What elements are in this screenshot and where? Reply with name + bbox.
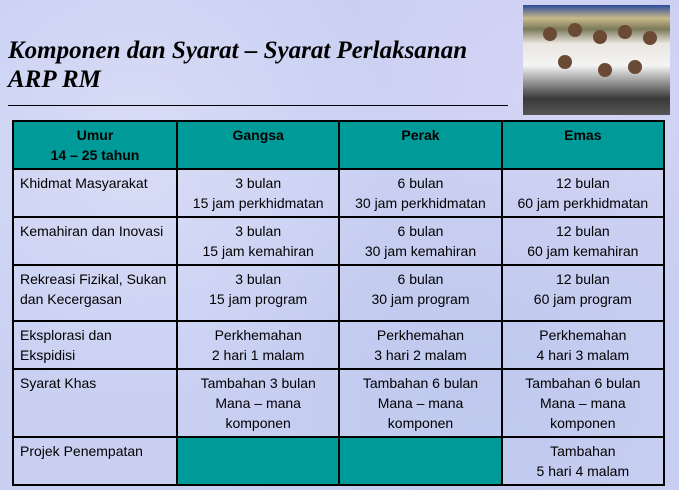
row-label: Rekreasi Fizikal, Sukan dan Kecergasan [13, 265, 177, 321]
header-emas: Emas [502, 121, 664, 169]
empty-cell [339, 437, 501, 485]
group-photo [523, 5, 670, 115]
requirement-cell [502, 265, 664, 321]
cell-line: Tambahan 6 bulan [525, 375, 641, 391]
row-label: Khidmat Masyarakat [13, 169, 177, 217]
table-row [13, 369, 664, 437]
cell-line: Perkhemahan [376, 327, 465, 343]
cell-line: 3 bulan [235, 223, 282, 239]
cell-line: 30 jam perkhidmatan [355, 195, 486, 211]
requirements-table [12, 120, 665, 486]
cell-line: 4 hari 3 malam [536, 347, 630, 363]
table-row [13, 265, 664, 321]
table-row [13, 437, 664, 485]
table-row [13, 217, 664, 265]
cell-line: 15 jam perkhidmatan [192, 195, 324, 211]
empty-cell [177, 437, 339, 485]
requirement-cell [177, 321, 339, 369]
row-label: Projek Penempatan [13, 437, 177, 485]
requirement-cell [339, 369, 501, 437]
requirement-cell [339, 217, 501, 265]
cell-line: Mana – mana komponen [540, 395, 626, 431]
cell-line: 3 bulan [235, 271, 282, 287]
header-gangsa: Gangsa [177, 121, 339, 169]
title-divider [8, 105, 508, 106]
row-label: Kemahiran dan Inovasi [13, 217, 177, 265]
requirement-cell [502, 369, 664, 437]
cell-line: 30 jam program [371, 291, 470, 307]
table-header-row [13, 121, 664, 169]
cell-line: 6 bulan [397, 271, 444, 287]
requirement-cell [177, 369, 339, 437]
cell-line: 15 jam kemahiran [202, 243, 314, 259]
cell-line: 5 hari 4 malam [536, 463, 630, 479]
requirement-cell [339, 169, 501, 217]
cell-line: 60 jam program [533, 291, 632, 307]
requirement-cell [177, 217, 339, 265]
cell-line: 12 bulan [555, 175, 610, 191]
title-line-1: Komponen dan Syarat – Syarat Perlaksanan [8, 37, 468, 64]
row-label: Syarat Khas [13, 369, 177, 437]
requirement-cell [502, 437, 664, 485]
slide-title [8, 36, 467, 94]
table-row [13, 169, 664, 217]
requirement-cell [502, 217, 664, 265]
requirement-cell [177, 265, 339, 321]
header-perak: Perak [339, 121, 501, 169]
title-line-2: ARP RM [8, 66, 101, 93]
requirement-cell [177, 169, 339, 217]
cell-line: Perkhemahan [214, 327, 302, 343]
cell-line: 15 jam program [209, 291, 308, 307]
table-row [13, 321, 664, 369]
cell-line: 60 jam kemahiran [527, 243, 639, 259]
cell-line: 12 bulan [555, 223, 610, 239]
cell-line: Tambahan 3 bulan [200, 375, 316, 391]
cell-line: 2 hari 1 malam [211, 347, 305, 363]
requirement-cell [339, 265, 501, 321]
row-label: Eksplorasi dan Ekspidisi [13, 321, 177, 369]
cell-line: 3 bulan [235, 175, 282, 191]
cell-line: Mana – mana komponen [377, 395, 464, 431]
cell-line: 6 bulan [397, 223, 444, 239]
cell-line: 3 hari 2 malam [374, 347, 467, 363]
requirement-cell [502, 321, 664, 369]
requirement-cell [502, 169, 664, 217]
cell-line: 6 bulan [397, 175, 444, 191]
cell-line: 30 jam kemahiran [364, 243, 477, 259]
header-age: Umur 14 – 25 tahun [13, 121, 177, 169]
cell-line: 60 jam perkhidmatan [517, 195, 649, 211]
cell-line: Tambahan 6 bulan [362, 375, 479, 391]
cell-line: Perkhemahan [539, 327, 627, 343]
requirement-cell [339, 321, 501, 369]
cell-line: Mana – mana komponen [215, 395, 301, 431]
cell-line: 12 bulan [555, 271, 610, 287]
cell-line: Tambahan [550, 443, 616, 459]
